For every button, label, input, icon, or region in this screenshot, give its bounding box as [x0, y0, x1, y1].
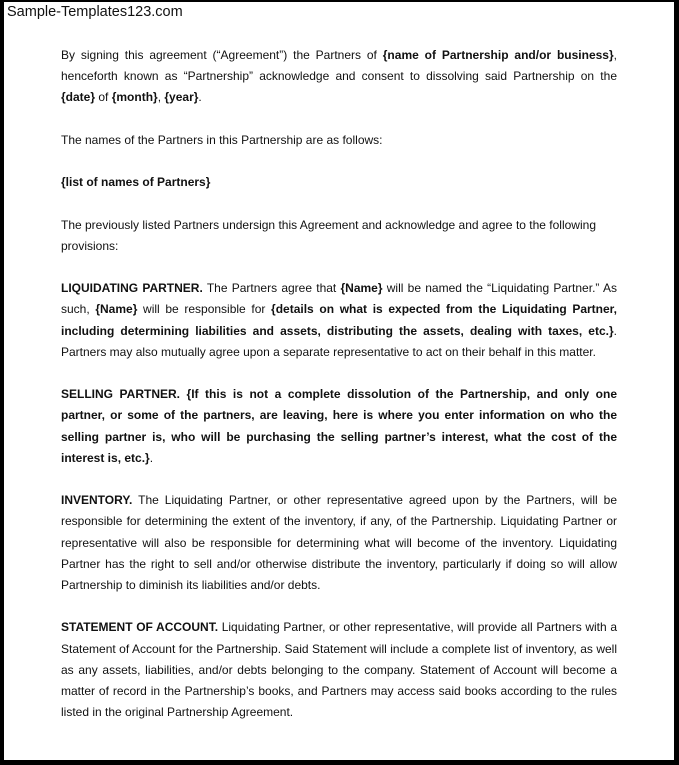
watermark: Sample-Templates123.com: [7, 4, 183, 20]
partners-list-placeholder: [61, 172, 617, 193]
section-text: The Liquidating Partner, or other representative agreed upon by the Partners, will be responsible for determining the extent of the inventory, if any, of the Partnership. Liquidating Partner or representative will also be responsible for determining what will become of the inventory. Liquidating Partner has the right to sell and/or otherwise distribute the inventory, particularly if doing so will allow Partnership to diminish its liabilities and/or debts.: [61, 493, 617, 592]
section-heading: SELLING PARTNER.: [61, 387, 180, 402]
statement-of-account-section: [61, 617, 617, 723]
name-placeholder: {Name}: [95, 302, 138, 317]
section-text: . Partners may also mutually agree upon a separate representative to act on their behalf in this matter.: [61, 323, 617, 359]
document-page: [4, 2, 674, 760]
partners-intro: The names of the Partners in this Partnership are as follows:: [61, 132, 383, 147]
section-text: will be responsible for: [137, 302, 272, 317]
section-heading: INVENTORY.: [61, 493, 133, 508]
section-heading: LIQUIDATING PARTNER.: [61, 281, 203, 296]
details-placeholder: {details on what is expected from the Liquidating Partner, including determining liabilities and assets, distributing the assets, dealing with taxes, etc.}: [61, 302, 618, 338]
intro-paragraph: [61, 45, 617, 109]
selling-info-placeholder: {If this is not a complete dissolution of the Partnership, and only one partner, or some of the partners, are leaving, here is where you enter information on who the selling partner is, who will be purchasing the selling partner’s interest, what the cost of the interest is, etc.}: [61, 387, 617, 465]
section-text: .: [149, 450, 154, 465]
section-text: The Partners agree that: [202, 281, 341, 296]
section-heading: STATEMENT OF ACCOUNT.: [61, 620, 219, 635]
section-text: Liquidating Partner, or other representative, will provide all Partners with a Statement of Account for the Partnership. Said Statement will include a complete list of inventory, as well as any assets, liabilities, and/or debts belonging to the company. Statement of Account will become a matter of record in the Partnership’s books, and Partners may access said books according to the rules listed in the original Partnership Agreement.: [61, 620, 617, 720]
intro-text: .: [198, 90, 202, 105]
agreement-body: [61, 45, 617, 745]
liquidating-partner-section: [61, 278, 617, 363]
selling-partner-section: [61, 384, 617, 469]
intro-text: of: [95, 90, 112, 105]
date-placeholder: {date}: [61, 90, 96, 105]
name-placeholder: {Name}: [340, 281, 383, 296]
inventory-section: [61, 490, 617, 596]
month-placeholder: {month}: [111, 90, 158, 105]
section-text: will be named the “Liquidating Partner.” As such,: [61, 281, 617, 317]
provisions-intro: The previously listed Partners undersign this Agreement and acknowledge and agree to the following provisions:: [61, 217, 596, 253]
partnership-name-placeholder: {name of Partnership and/or business}: [382, 48, 614, 62]
partners-list-text: {list of names of Partners}: [61, 175, 211, 190]
year-placeholder: {year}: [164, 90, 199, 105]
intro-text: , henceforth known as “Partnership” acknowledge and consent to dissolving said Partnership on the: [61, 48, 617, 84]
intro-text: ,: [157, 90, 165, 105]
intro-text: By signing this agreement (“Agreement”) the Partners of: [61, 48, 383, 62]
